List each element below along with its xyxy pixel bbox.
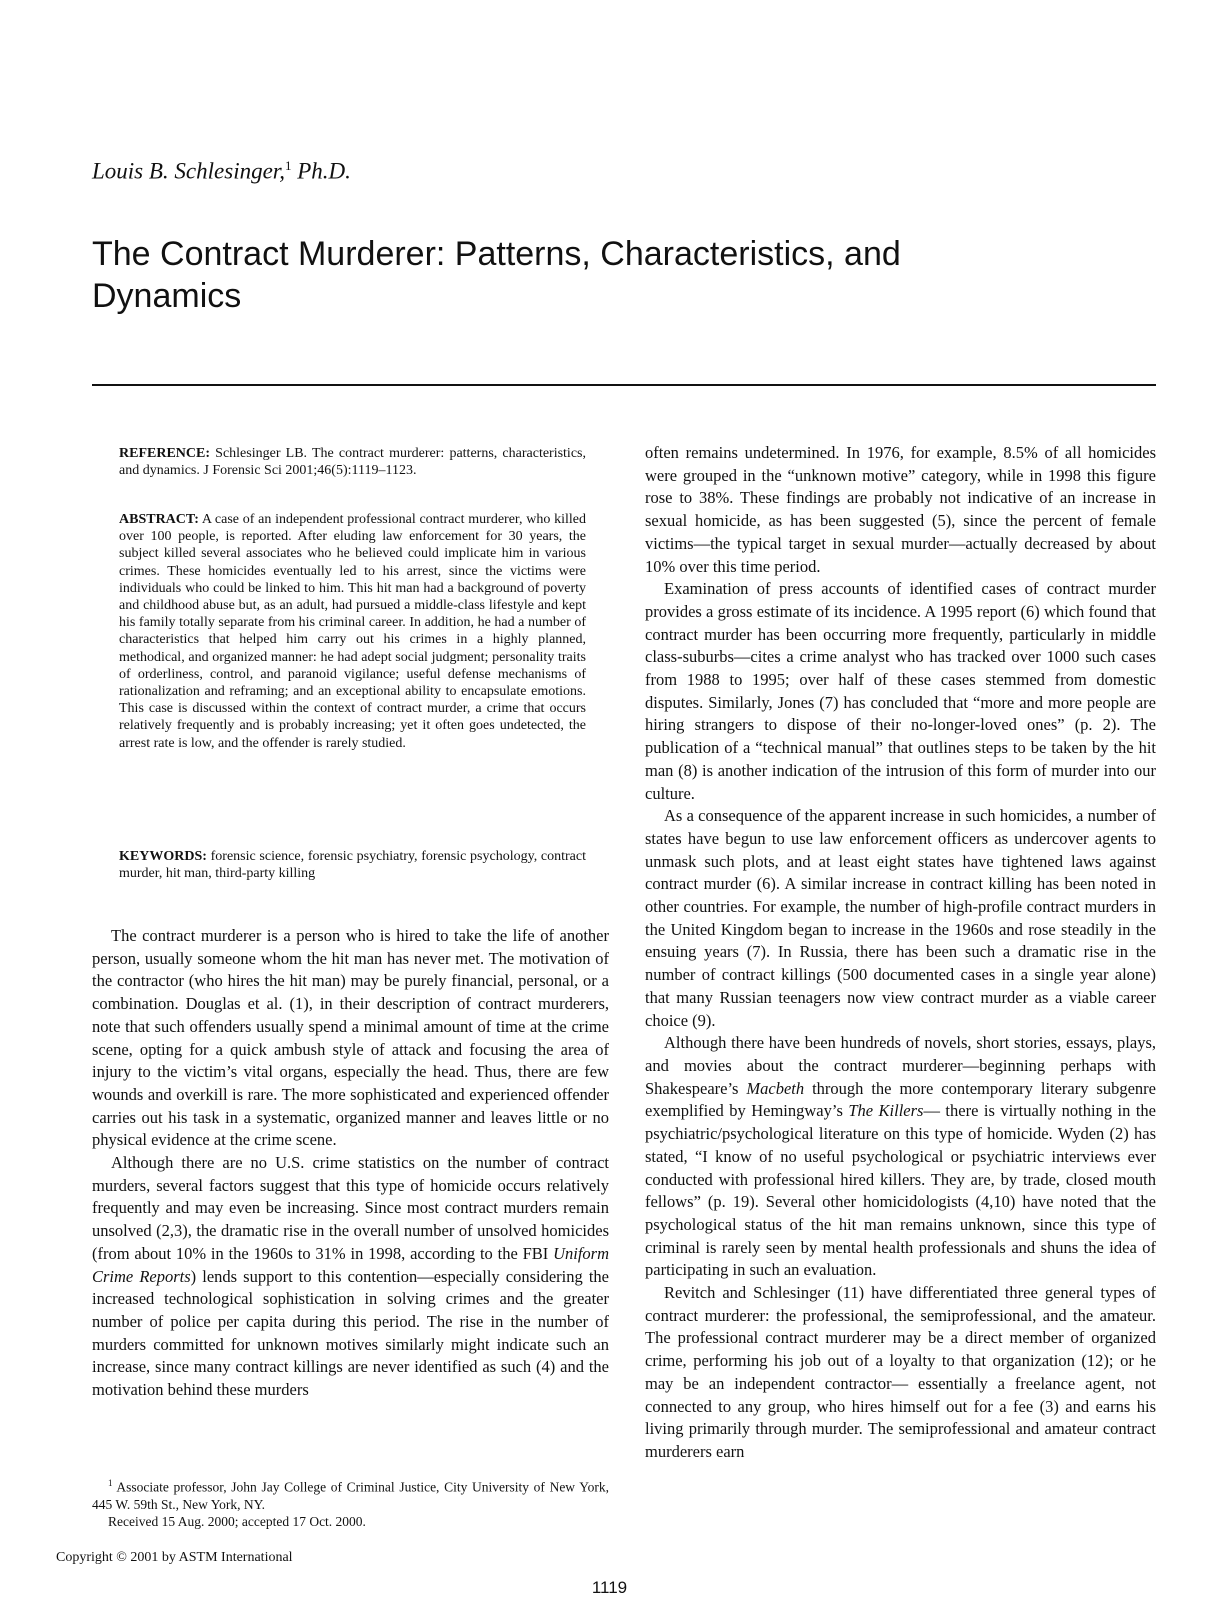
body-paragraph	[92, 1152, 609, 1402]
footnote-affiliation	[92, 1475, 609, 1513]
body-text: ) lends support to this contention—especially considering the increased technological sophistication in solving crimes and the greater number of police per capita during this period. The rise in the number of murders committed for unknown motives similarly might indicate such an increase, since many contract killings are never identified as such (4) and the motivation behind these murders	[92, 1266, 609, 1400]
author-line	[92, 158, 351, 185]
author-name: Louis B. Schlesinger,	[92, 158, 285, 184]
keywords-block	[119, 848, 586, 882]
copyright-notice: Copyright © 2001 by ASTM International	[56, 1550, 293, 1565]
abstract-block	[119, 511, 586, 752]
title-divider	[92, 384, 1156, 386]
body-paragraph: Revitch and Schlesinger (11) have differentiated three general types of contract murderer: the professional, the semiprofessional, and the amateur. The professional contract murderer may be a direct member of organized crime, performing his job out of a loyalty to that organization (12); or he may be an independent contractor— essentially a freelance agent, not connected to any group, who hires himself out for a fee (3) and earns his living primarily through murder. The semiprofessional and amateur contract murderers earn	[645, 1283, 1156, 1461]
keywords-label: KEYWORDS:	[119, 849, 207, 864]
body-paragraph: The contract murderer is a person who is hired to take the life of another person, usually someone whom the hit man has never met. The motivation of the contractor (who hires the hit man) may be purely financial, personal, or a combination. Douglas et al. (1), in their description of contract murderers, note that such offenders usually spend a minimal amount of time at the crime scene, opting for a quick ambush style of attack and focusing the area of injury to the victim’s vital organs, especially the head. Thus, there are few wounds and overkill is rare. The more sophisticated and experienced offender carries out his task in a systematic, organized manner and leaves little or no physical evidence at the crime scene.	[92, 926, 609, 1150]
body-paragraph: As a consequence of the apparent increase in such homicides, a number of states have begun to use law enforcement officers as undercover agents to unmask such plots, and at least eight states have tightened laws against contract murder (6). A similar increase in contract killing has been noted in other countries. For example, the number of high-profile contract murders in the United Kingdom began to increase in the 1960s and rose steadily in the ensuing years (7). In Russia, there has been such a dramatic rise in the number of contract killings (500 documented cases in a single year alone) that many Russian teenagers now view contract murder as a viable career choice (9).	[645, 806, 1156, 1030]
body-text: Although there are no U.S. crime statistics on the number of contract murders, several factors suggest that this type of homicide occurs relatively frequently and may even be increasing. Since most contract murders remain unsolved (2,3), the dramatic rise in the overall number of unsolved homicides (from about 10% in the 1960s to 31% in 1998, according to the FBI	[92, 1153, 609, 1263]
author-degree: Ph.D.	[291, 158, 351, 184]
article-title: The Contract Murderer: Patterns, Characteristics, and Dynamics	[92, 235, 901, 315]
italic-title: Macbeth	[746, 1078, 805, 1098]
footnote-text: Associate professor, John Jay College of Criminal Justice, City University of New York, 445 W. 59th St., New York, NY.	[92, 1479, 609, 1512]
italic-title: Uniform Crime Reports	[92, 1243, 609, 1286]
body-paragraph	[645, 1032, 1156, 1282]
footnote-mark: 1	[108, 1478, 113, 1488]
body-text: — there is virtually nothing in the psychiatric/psychological literature on this type of homicide. Wyden (2) has stated, “I know of no useful psychological or psychiatric interviews ever conducted with professional hired killers. They are, by trade, closed mouth fellows” (p. 19). Several other homicidologists (4,10) have noted that the psychological status of the hit man remains unknown, since this type of criminal is rarely seen by mental health professionals and shuns the idea of participating in such an evaluation.	[645, 1101, 1156, 1280]
abstract-text: A case of an independent professional contract murderer, who killed over 100 people, is reported. After eluding law enforcement for 30 years, the subject killed several associates who he believed could implicate him in various crimes. These homicides eventually led to his arrest, since the victims were individuals who could be linked to him. This hit man had a background of poverty and childhood abuse but, as an adult, had pursued a middle-class lifestyle and kept his family totally separate from his criminal career. In addition, he had a number of characteristics that helped him carry out his crimes in a highly planned, methodical, and organized manner: he had adept social judgment; personality traits of orderliness, control, and paranoid vigilance; useful defense mechanisms of rationalization and reframing; and an exceptional ability to encapsulate emotions. This case is discussed within the context of contract murder, a crime that occurs relatively frequently and is probably increasing; yet it often goes undetected, the arrest rate is low, and the offender is rarely studied.	[119, 512, 586, 751]
page-number: 1119	[591, 1578, 628, 1597]
italic-title: The Killers	[848, 1101, 924, 1121]
body-paragraph: often remains undetermined. In 1976, for example, 8.5% of all homicides were grouped in the “unknown motive” category, while in 1998 this figure rose to 38%. These findings are probably not indicative of an increase in sexual homicide, as has been suggested (5), since the percent of female victims—the typical target in sexual murder—actually decreased by about 10% over this time period.	[645, 443, 1156, 576]
abstract-label: ABSTRACT:	[119, 512, 199, 527]
reference-text: Schlesinger LB. The contract murderer: patterns, characteristics, and dynamics. J Forensic Sci 2001;46(5):1119–1123.	[119, 446, 586, 479]
reference-block	[119, 445, 586, 479]
footnote-received: Received 15 Aug. 2000; accepted 17 Oct. 2000.	[108, 1513, 366, 1529]
keywords-text: forensic science, forensic psychiatry, forensic psychology, contract murder, hit man, third-party killing	[119, 849, 586, 882]
body-text: Although there have been hundreds of novels, short stories, essays, plays, and movies about the contract murderer—beginning perhaps with Shakespeare’s	[645, 1033, 1156, 1098]
reference-label: REFERENCE:	[119, 446, 211, 461]
author-footnote-mark: 1	[284, 158, 292, 173]
footnote	[92, 1475, 609, 1530]
body-column-left	[92, 925, 609, 1402]
body-paragraph: Examination of press accounts of identified cases of contract murder provides a gross estimate of its incidence. A 1995 report (6) which found that contract murder has been occurring more frequently, particularly in middle class-suburbs—cites a crime analyst who has tracked over 1000 such cases from 1988 to 1995; over half of these cases stemmed from domestic disputes. Similarly, Jones (7) has concluded that “more and more people are hiring strangers to dispose of their no-longer-loved ones” (p. 2). The publication of a “technical manual” that outlines steps to be taken by the hit man (8) is another indication of the intrusion of this form of murder into our culture.	[645, 579, 1156, 803]
body-text: through the more contemporary literary subgenre exemplified by Hemingway’s	[645, 1078, 1156, 1121]
body-column-right	[645, 442, 1156, 1464]
